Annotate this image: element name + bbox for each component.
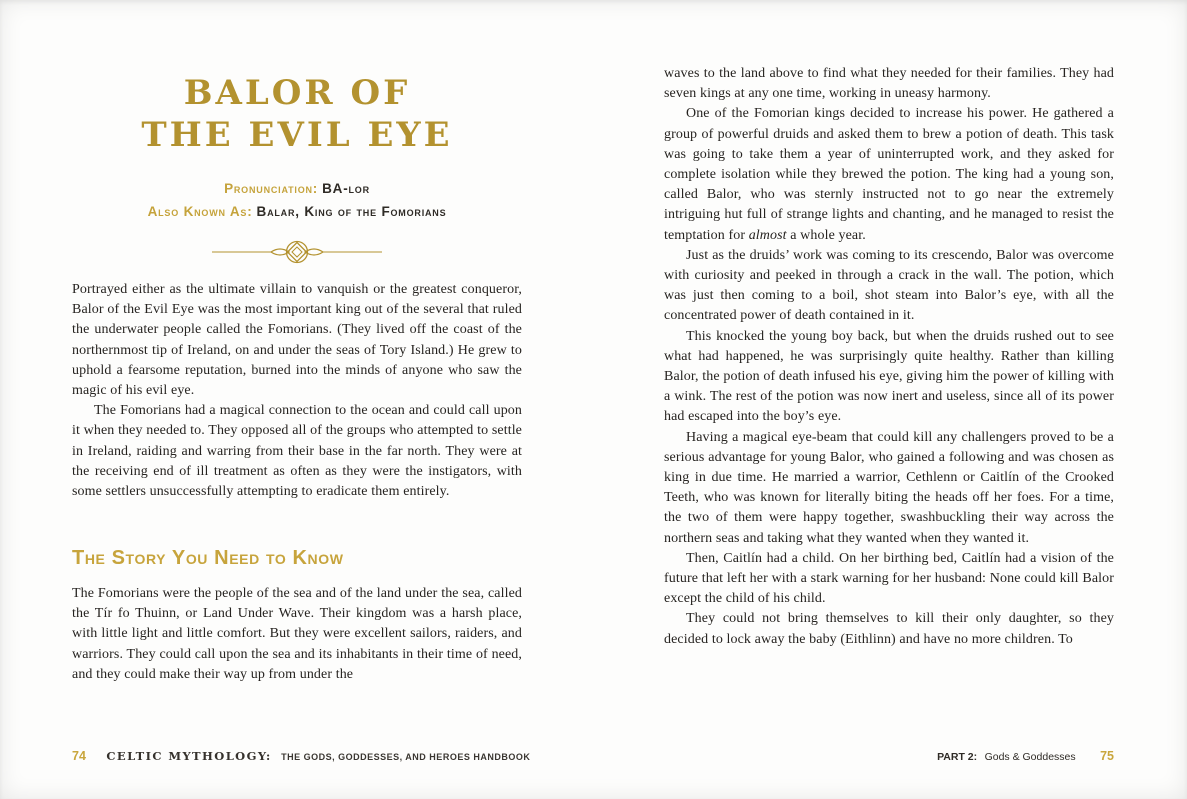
paragraph: One of the Fomorian kings decided to increase his power. He gathered a group of powerful druids and asked them to brew a potion of death. This task was going to take them a year of uninterrupted work, and they asked for complete isolation while they brewed the potion. The king had a young son, called Balor, who was sternly instructed not to go near the extremely intriguing hut full of strange lights and chanting, and he managed to resist the temptation for almost a whole year. [664, 106, 1114, 243]
paragraph: They could not bring themselves to kill their only daughter, so they decided to lock away the baby (Eithlinn) and have no more children. To [664, 611, 1114, 647]
book-title: CELTIC MYTHOLOGY: [106, 749, 272, 763]
also-known-as-label: Also Known As: [147, 204, 253, 219]
left-page-footer [72, 747, 530, 765]
left-page [72, 0, 522, 799]
right-page [664, 0, 1114, 799]
section-paragraphs [72, 584, 522, 685]
right-page-number: 75 [1100, 749, 1114, 763]
section-divider [72, 239, 522, 270]
pronunciation-label: Pronunciation: [224, 181, 319, 196]
part-label: PART 2: [937, 751, 978, 763]
also-known-as-line [72, 200, 522, 223]
book-subtitle: THE GODS, GODDESSES, AND HEROES HANDBOOK [281, 752, 531, 762]
chapter-title [72, 72, 522, 156]
also-known-as-value: Balar, King of the Fomorians [256, 204, 447, 219]
right-page-footer [937, 747, 1114, 765]
paragraph: This knocked the young boy back, but when the druids rushed out to see what had happened, he was surprisingly quite healthy. Rather than killing Balor, the potion of death infused his eye, giving him the power of killing with a wink. The rest of the potion was now inert and useless, since all of its power had escaped into the boy’s eye. [664, 328, 1114, 425]
celtic-knot-divider-icon [212, 239, 382, 265]
pronunciation-line [72, 177, 522, 200]
paragraph: Portrayed either as the ultimate villain to vanquish or the greatest conqueror, Balor of the Evil Eye was the most important king out of the several that ruled the underwater people called the Fomorians. (They lived off the coast of the northernmost tip of Ireland, on and under the seas of Tory Island.) He grew to uphold a fearsome reputation, burned into the minds of anyone who saw the magic of his evil eye. [72, 282, 522, 399]
paragraph: Having a magical eye-beam that could kill any challengers proved to be a serious advantage for young Balor, who gained a following and was chosen as king in due time. He married a warrior, Cethlenn or Caitlín of the Crooked Teeth, who was known for literally biting the heads off her foes. For a time, the two of them were happy together, swashbuckling their way across the northern seas and taking what they wanted when they wanted it. [664, 429, 1114, 546]
chapter-title-line-2: THE EVIL EYE [141, 115, 453, 155]
paragraph: The Fomorians were the people of the sea and of the land under the sea, called the Tír fo Thuinn, or Land Under Wave. Their kingdom was a harsh place, with little light and little comfort. But they were excellent sailors, raiders, and warriors. They could call upon the sea and its inhabitants in their time of need, and they could make their way up from under the [72, 586, 522, 682]
paragraph: The Fomorians had a magical connection to the ocean and could call upon it when they needed to. They opposed all of the groups who attempted to settle in Ireland, raiding and warring from their base in the far north. They were at the receiving end of ill treatment as often as they were the instigators, with some settlers unsuccessfully attempting to eradicate them entirely. [72, 403, 522, 500]
entry-meta [72, 177, 522, 223]
paragraph: Then, Caitlín had a child. On her birthing bed, Caitlín had a vision of the future that left her with a stark warning for her husband: None could kill Balor except the child of his child. [664, 550, 1114, 607]
section-heading: The Story You Need to Know [72, 547, 344, 569]
paragraph: Just as the druids’ work was coming to its crescendo, Balor was overcome with curiosity and peeked in through a crack in the wall. The potion, which was just then coming to a boil, shot steam into Balor’s eye, with all the concentrated power of death contained in it. [664, 247, 1114, 324]
intro-paragraphs [72, 280, 522, 502]
paragraph: waves to the land above to find what they needed for their families. They had seven kings at any one time, working in uneasy harmony. [664, 66, 1114, 102]
left-page-number: 74 [72, 749, 86, 763]
part-title: Gods & Goddesses [984, 751, 1076, 763]
pronunciation-value: BA-lor [322, 181, 370, 196]
right-page-paragraphs [664, 64, 1114, 650]
chapter-title-line-1: BALOR OF [183, 73, 411, 113]
